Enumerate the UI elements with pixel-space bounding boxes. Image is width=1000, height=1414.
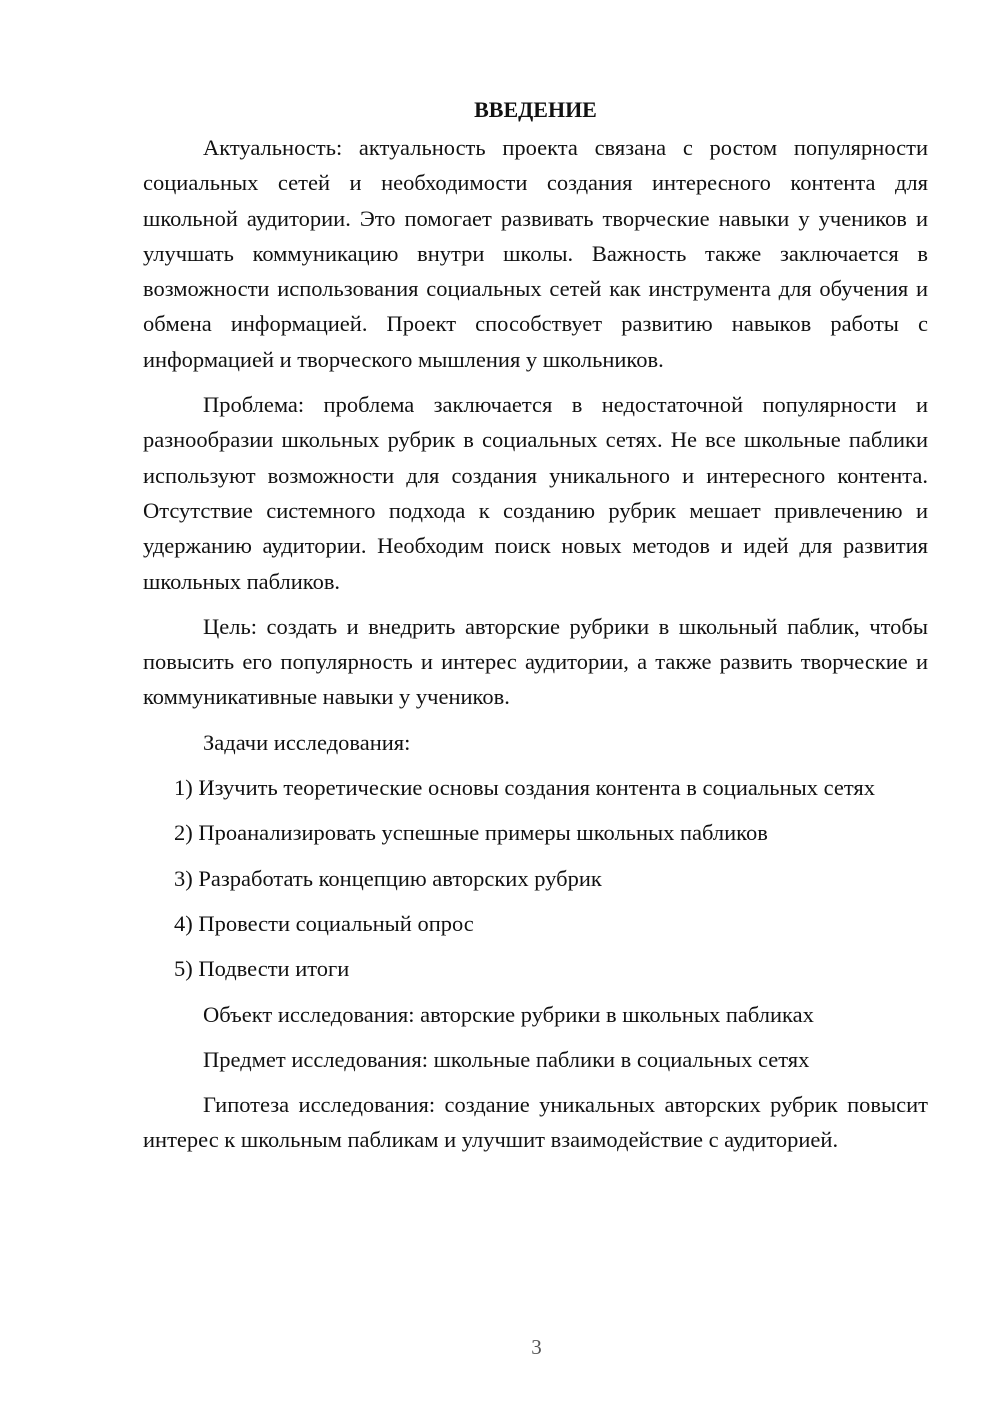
task-item-5: 5) Подвести итоги [174,956,350,982]
task-item-3: 3) Разработать концепцию авторских рубрик [174,865,602,891]
research-object: Объект исследования: авторские рубрики в школьных пабликах [203,1001,814,1027]
section-title: ВВЕДЕНИЕ [474,97,597,122]
tasks-heading: Задачи исследования: [203,729,411,755]
research-subject: Предмет исследования: школьные паблики в социальных сетях [203,1046,810,1072]
paragraph-goal: Цель: создать и внедрить авторские рубрики в школьный паблик, чтобы повысить его популярность и интерес аудитории, а также развить творческие и коммуникативные навыки у учеников. [143,613,928,710]
task-item-4: 4) Провести социальный опрос [174,910,474,936]
page-number: 3 [531,1335,542,1359]
research-hypothesis: Гипотеза исследования: создание уникальных авторских рубрик повысит интерес к школьным пабликам и улучшит взаимодействие с аудиторией. [143,1092,928,1153]
task-item-2: 2) Проанализировать успешные примеры школьных пабликов [174,820,768,846]
paragraph-problem: Проблема: проблема заключается в недостаточной популярности и разнообразии школьных рубрик в социальных сетях. Не все школьные паблики используют возможности для создания уникального и интересного контента. Отсутствие системного подхода к созданию рубрик мешает привлечению и удержанию аудитории. Необходим поиск новых методов и идей для развития школьных пабликов. [143,392,928,594]
task-item-1: 1) Изучить теоретические основы создания контента в социальных сетях [174,775,875,801]
tasks-list [143,770,928,986]
paragraph-relevance: Актуальность: актуальность проекта связана с ростом популярности социальных сетей и необходимости создания интересного контента для школьной аудитории. Это помогает развивать творческие навыки у учеников и улучшать коммуникацию внутри школы. Важность также заключается в возможности использования социальных сетей как инструмента для обучения и обмена информацией. Проект способствует развитию навыков работы с информацией и творческого мышления у школьников. [143,135,928,372]
document-page [143,92,928,1158]
